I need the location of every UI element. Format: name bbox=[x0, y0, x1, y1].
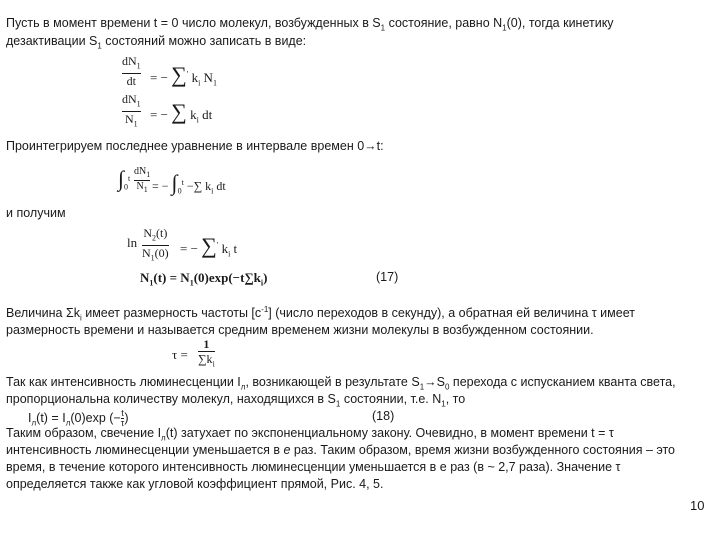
paragraph-3: и получим bbox=[6, 206, 66, 220]
paragraph-5-line-2: пропорциональна количеству молекул, находящихся в $S_1$ состоянии, т.е. $N_1$, то bbox=[6, 392, 466, 409]
paragraph-5-line-4: Таким образом, свечение $I_л(t)$ затухает по экспоненциальному закону. Очевидно, в момент времени t = τ bbox=[6, 426, 614, 443]
page-number: 10 bbox=[690, 498, 705, 513]
equation-4-ln: ln bbox=[127, 235, 138, 250]
equation-2-fraction: $dN_1$ $N_1$ bbox=[122, 92, 141, 129]
paragraph-2: Проинтегрируем последнее уравнение в интервале времен 0→t: bbox=[6, 139, 384, 153]
equation-6-fraction: 1 $\sum k_i$ bbox=[198, 337, 215, 369]
equation-4-rhs: = − ∑' $k_i$ t bbox=[180, 233, 238, 259]
equation-5: $N_1(t) = N_1(0)\exp(-t\sum k_i)$ bbox=[140, 270, 268, 288]
equation-4-fraction: $N_2(t)$ $N_1(0)$ bbox=[142, 226, 169, 263]
equation-1-fraction: $dN_1$ dt bbox=[122, 54, 141, 89]
equation-5-number: (17) bbox=[376, 270, 399, 284]
equation-2-rhs: = − ∑ $k_i$ dt bbox=[150, 99, 213, 125]
equation-3-fraction: $dN_1$ $N_1$ bbox=[134, 166, 151, 194]
equation-1-rhs: = − ∑' $k_i$ $N_1$ bbox=[150, 62, 217, 88]
paragraph-1-line-1: Пусть в момент времени t = 0 число молекул, возбужденных в $S_1$ состояние, равно $N_1(0)$, тогда кинетику bbox=[6, 16, 614, 33]
paragraph-1-line-2: дезактивации $S_1$ состояний можно записать в виде: bbox=[6, 34, 307, 51]
paragraph-4-line-1: Величина $\Sigma k_i$ имеет размерность частоты $[с^{-1}]$ (число переходов в секунду), а обратная ей величина τ имеет bbox=[6, 305, 635, 323]
paragraph-5-line-5: интенсивность люминесценции уменьшается в е раз. Таким образом, время жизни возбужденного состояния – это bbox=[6, 443, 676, 457]
paragraph-5-formula-18: $I_л(t) = I_л(0)\exp$ (− $\frac{t}{\tau}$ ) bbox=[28, 408, 129, 428]
paragraph-5-line-7: определяется также как угловой коэффициент прямой, Рис. 4, 5. bbox=[6, 477, 384, 491]
equation-3: $\int_0^t$ bbox=[118, 166, 131, 192]
paragraph-5-line-1: Так как интенсивность люминесценции $I_л$, возникающей в результате $S_1\to S_0$ перехода с испусканием кванта света, bbox=[6, 375, 676, 392]
equation-18-number: (18) bbox=[372, 409, 395, 423]
paragraph-4-line-2: размерность времени и называется средним временем жизни молекулы в возбужденном состоянии. bbox=[6, 323, 594, 337]
paragraph-5-line-6: время, в течение которого интенсивность люминесценции уменьшается в е раз (в ~ 2,7 раза). Значение τ bbox=[6, 460, 621, 474]
equation-6-tau: τ = bbox=[172, 347, 188, 362]
equation-3-rhs: = − $\int_0^t$ −∑ $k_i$ dt bbox=[152, 170, 226, 196]
